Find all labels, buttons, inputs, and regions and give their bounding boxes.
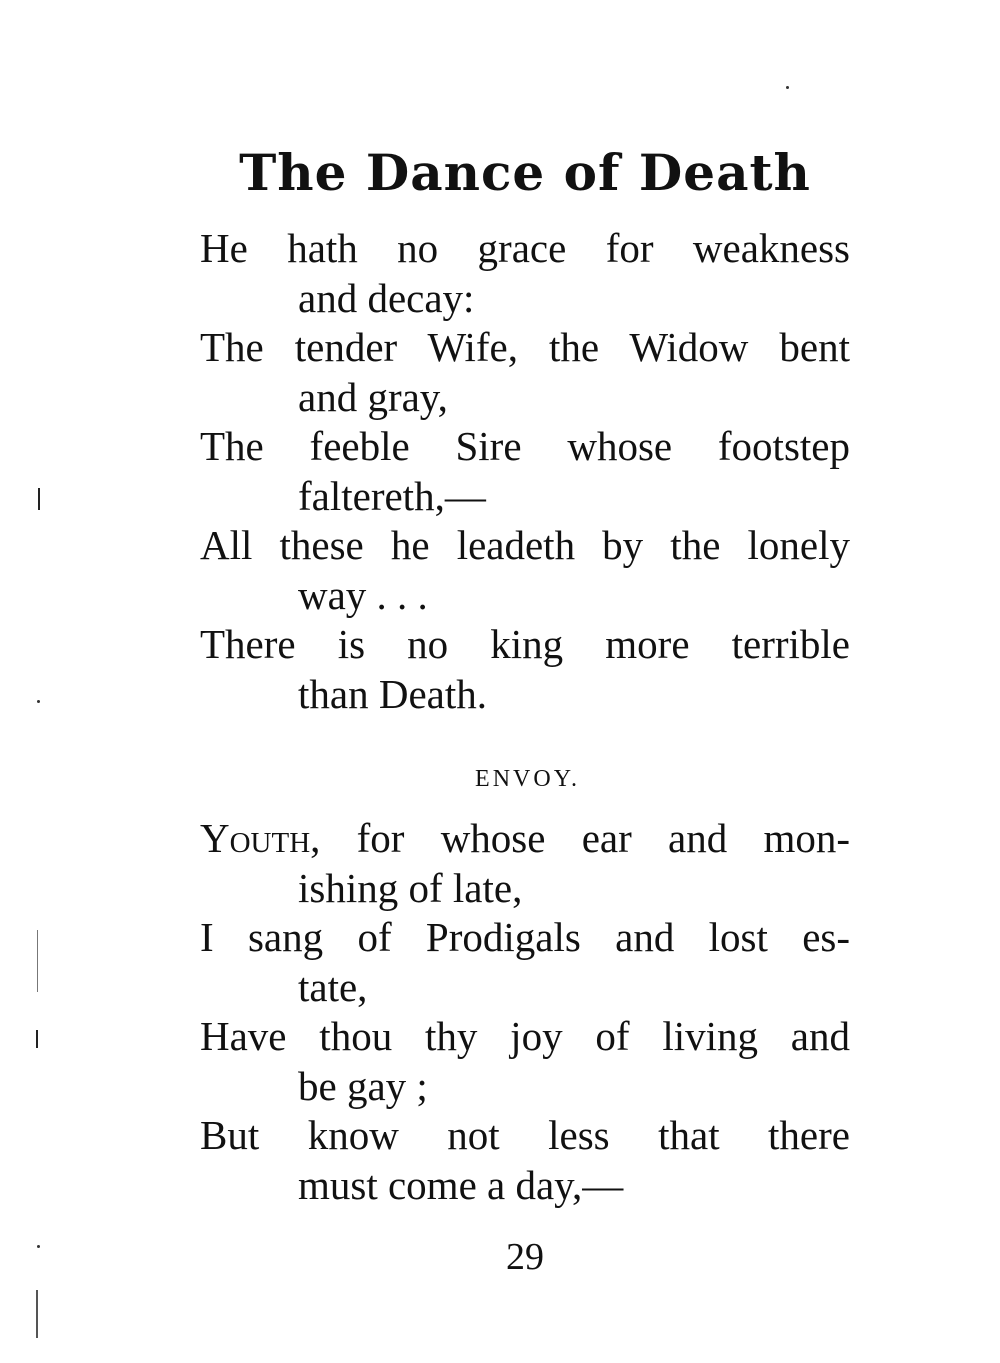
poem-stanza — [200, 224, 850, 719]
poem-line: The tender Wife, the Widow bent — [200, 324, 850, 370]
poem-line: and decay: — [298, 274, 475, 321]
poem-line: faltereth,— — [298, 472, 486, 519]
poem-line: All these he leadeth by the lonely — [200, 522, 850, 568]
scan-dot — [37, 1245, 40, 1248]
poem-line: and gray, — [298, 373, 448, 420]
envoy-stanza — [200, 814, 850, 1210]
poem-line: The feeble Sire whose footstep — [200, 423, 850, 469]
poem-line: There is no king more terrible — [200, 621, 850, 667]
scan-mark — [37, 930, 38, 992]
scan-mark — [36, 1030, 38, 1048]
poem-line: I sang of Prodigals and lost es- — [200, 914, 850, 960]
poem-line: way . . . — [298, 571, 428, 618]
envoy-first-word: Youth, — [200, 815, 321, 861]
poem-line — [200, 814, 850, 864]
scan-dot — [37, 700, 40, 703]
page-number: 29 — [506, 1236, 544, 1278]
poem-line: be gay ; — [298, 1062, 428, 1109]
scan-mark — [36, 1290, 38, 1338]
poem-line: ishing of late, — [298, 864, 523, 911]
poem-line: But know not less that there — [200, 1112, 850, 1158]
poem-line: Have thou thy joy of living and — [200, 1013, 850, 1059]
poem-line: tate, — [298, 963, 368, 1010]
page-title: The Dance of Death — [239, 143, 811, 202]
scan-dot — [786, 86, 789, 89]
poem-line-rest: for whose ear and mon- — [320, 815, 850, 861]
envoy-heading: ENVOY. — [475, 766, 580, 792]
poem-line: must come a day,— — [298, 1161, 624, 1208]
poem-line: He hath no grace for weakness — [200, 225, 850, 271]
poem-line: than Death. — [298, 670, 487, 717]
scan-mark — [38, 488, 40, 510]
